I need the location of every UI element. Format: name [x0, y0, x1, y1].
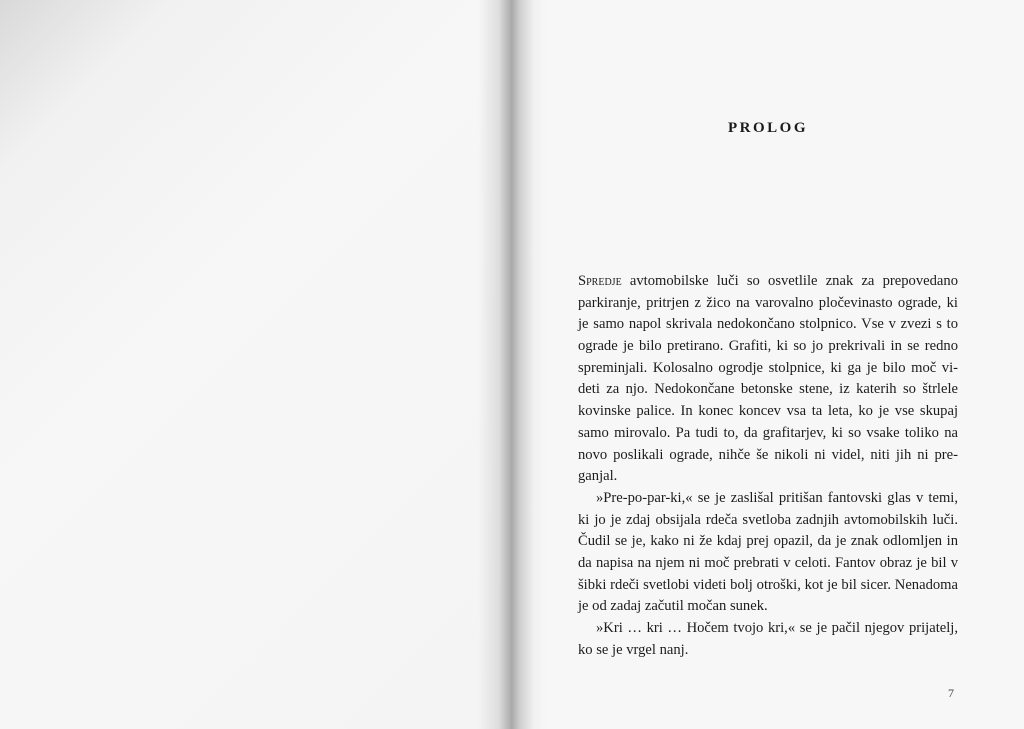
text-line: ganjal. [578, 468, 618, 485]
text-line: spreminjali. Kolosalno ogrodje stolpnice, ki ga je bilo moč vi- [578, 359, 958, 376]
left-page [0, 0, 500, 729]
text-line: deti za njo. Nedokončane betonske stene, iz katerih so štrlele [578, 381, 958, 398]
text-line: je od zadaj začutil močan sunek. [578, 598, 768, 615]
text-line: »Pre-po-par-ki,« se je zaslišal pritišan fantovski glas v temi, [596, 489, 958, 506]
text-line-content: avtomobilske luči so osvetlile znak za prepovedano [629, 273, 958, 289]
book-gutter [478, 0, 548, 729]
text-line: da napisa na njem ni moč prebrati v celoti. Fantov obraz je bil v [578, 554, 958, 571]
text-line: ograde je bilo pretirano. Grafiti, ki so jo prekrivali in se redno [578, 338, 958, 355]
text-line [578, 271, 958, 293]
drop-lead-word: Spredje [578, 273, 622, 289]
text-line: kovinske palice. In konec koncev vsa ta leta, ko je vse skupaj [578, 403, 958, 420]
page-number: 7 [948, 686, 954, 700]
text-line: »Kri … kri … Hočem tvojo kri,« se je pačil njegov prijatelj, [596, 620, 958, 636]
text-line: novo poslikali ograde, nihče še nikoli ni videl, niti jih ni pre- [578, 446, 958, 463]
chapter-title: PROLOG [727, 120, 808, 136]
text-line: ko se je vrgel nanj. [578, 641, 689, 658]
text-line: Čudil se je, kako ni že kdaj prej opazil, da je znak odlomljen in [578, 533, 958, 550]
text-line: parkiranje, pritrjen z žico na varovalno pločevinasto ograde, ki [578, 294, 958, 311]
text-line: je samo napol skrivala nedokončano stolpnico. Vse v zvezi s to [578, 316, 958, 333]
chapter-body [578, 271, 958, 661]
text-line: šibki rdeči svetlobi videti bolj otroški, kot je bil sicer. Nenadoma [578, 576, 958, 593]
text-line: ki jo je zdaj obsijala rdeča svetloba zadnjih avtomobilskih luči. [578, 511, 958, 528]
text-line: samo mirovalo. Pa tudi to, da grafitarjev, ki so vsake toliko na [578, 424, 958, 441]
